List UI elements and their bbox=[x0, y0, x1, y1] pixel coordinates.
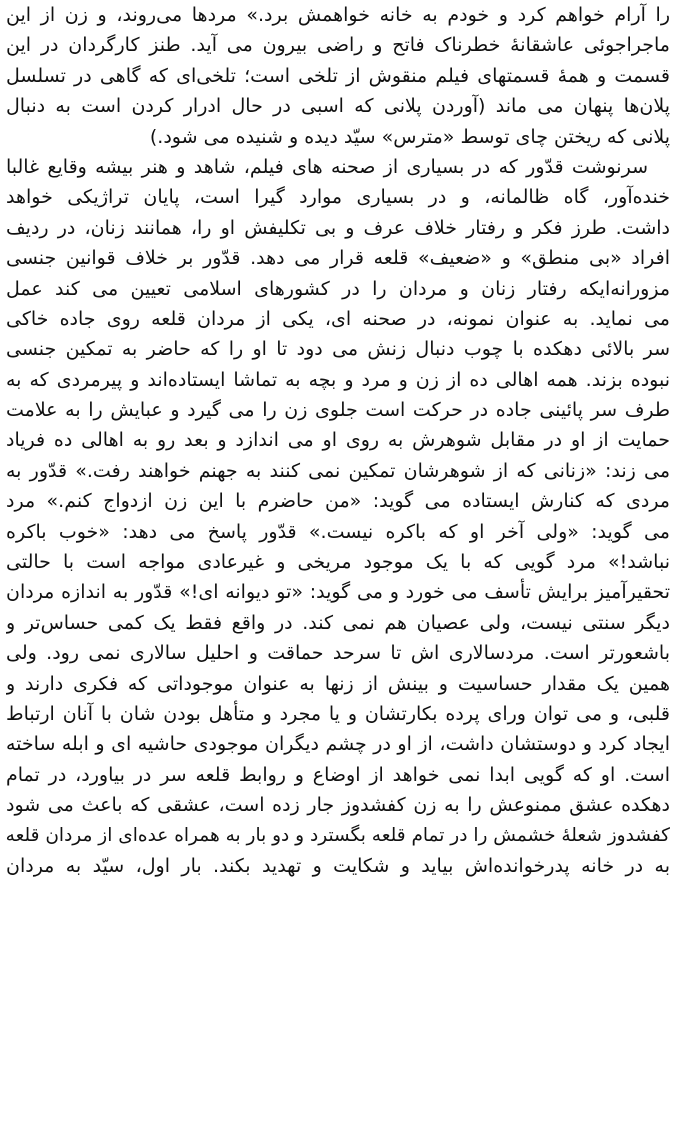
text-line: سر بالائی دهکده با چوب دنبال زنش می دود تا او را که حاضر به تمکین جنسی bbox=[6, 338, 670, 361]
text-line: مردی که کنارش ایستاده می گوید: «من حاضرم با این زن ازدواج کنم.» مرد bbox=[6, 490, 670, 513]
text-line: تحقیرآمیز برایش تأسف می خورد و می گوید: «تو دیوانه ای!» قدّور به اندازه مردان bbox=[6, 581, 670, 604]
text-line: سرنوشت قدّور که در بسیاری از صحنه های فیلم، شاهد و هنر بیشه وقایع غالبا bbox=[6, 155, 648, 178]
text-line: ماجراجوئی عاشقانهٔ خطرناک فاتح و راضی بیرون می آید. طنز کارگردان در این bbox=[6, 34, 670, 57]
document-body bbox=[6, 0, 670, 881]
text-line: است. او که گویی ابدا نمی خواهد از اوضاع و روابط قلعه سر در بیاورد، در تمام bbox=[6, 763, 670, 786]
text-line: می زند: «زنانی که از شوهرشان تمکین نمی کنند به جهنم خواهند رفت.» قدّور به bbox=[6, 459, 670, 482]
text-line: دیگر سنتی نیست، ولی عصیان هم نمی کند. در واقع فقط یک کمی حساس‌تر و bbox=[6, 611, 670, 634]
text-line: قسمت و همهٔ قسمتهای فیلم منقوش از تلخی است؛ تلخی‌ای که گاهی در تسلسل bbox=[6, 64, 670, 87]
text-line: طرف سر پائینی جاده در حرکت است جلوی زن را می گیرد و عبایش را به علامت bbox=[6, 399, 670, 422]
text-line: دهکده عشق ممنوعش را به زن کفشدوز جار زده است، عشقی که باعث می شود bbox=[6, 794, 670, 817]
text-line: افراد «بی منطق» و «ضعیف» قلعه قرار می دهد. قدّور بر خلاف قوانین جنسی bbox=[6, 247, 670, 270]
text-line: مزورانه‌ایکه رفتار زنان و مردان را در کشورهای اسلامی تعیین می کند عمل bbox=[6, 277, 670, 300]
text-line: حمایت از او در مقابل شوهرش به روی او می اندازد و بعد رو به اهالی ده فریاد bbox=[6, 429, 670, 452]
text-line: را آرام خواهم کرد و خودم به خانه خواهمش برد.» مردها می‌روند، و زن از این bbox=[6, 4, 670, 26]
text-line: می گوید: «ولی آخر او که باکره نیست.» قدّور پاسخ می دهد: «خوب باکره bbox=[6, 520, 670, 543]
text-line: خنده‌آور، گاه ظالمانه، و در بسیاری موارد گیرا است، پایان تراژیکی خواهد bbox=[6, 186, 670, 209]
text-line: به در خانه پدرخوانده‌اش بیاید و شکایت و تهدید بکند. بار اول، سیّد به مردان bbox=[6, 854, 670, 877]
text-line: ایجاد کرد و دوستشان داشت، از او در چشم دیگران موجودی حاشیه ای و ابله ساخته bbox=[6, 733, 670, 756]
text-line: کفشدوز شعلهٔ خشمش را در تمام قلعه بگسترد و دو بار به همراه عده‌ای از مردان قلعه bbox=[6, 824, 670, 846]
text-line: نباشد!» مرد گویی که با یک موجود مریخی و غیرعادی مواجه است با حالتی bbox=[6, 551, 670, 574]
text-line: همین یک مقدار حساسیت و بینش از زنها به عنوان موجوداتی که فکری دارند و bbox=[6, 672, 670, 695]
text-line: باشعورتر است. مردسالاری اش تا سرحد حماقت و احلیل سالاری نمی رود. ولی bbox=[6, 642, 670, 665]
text-line: نبوده بزند. همه اهالی ده از زن و مرد و بچه به تماشا ایستاده‌اند و پیرمردی که به bbox=[6, 368, 670, 391]
text-line: قلبی، و می توان ورای پرده بکارتشان و یا مجرد و متأهل بودن شان با آنان ارتباط bbox=[6, 702, 670, 725]
text-line: پلانی که ریختن چای توسط «مترس» سیّد دیده و شنیده می شود.) bbox=[149, 125, 670, 148]
text-line: داشت. طرز فکر و رفتار خلاف عرف و بی تکلیفش او را، همانند زنان، در ردیف bbox=[6, 216, 670, 239]
text-line: پلان‌ها پنهان می ماند (آوردن پلانی که اسبی در حال ادرار کردن است به دنبال bbox=[6, 95, 670, 118]
text-line: می نماید. به عنوان نمونه، در صحنه ای، یکی از مردان قلعه روی جاده خاکی bbox=[6, 307, 670, 330]
